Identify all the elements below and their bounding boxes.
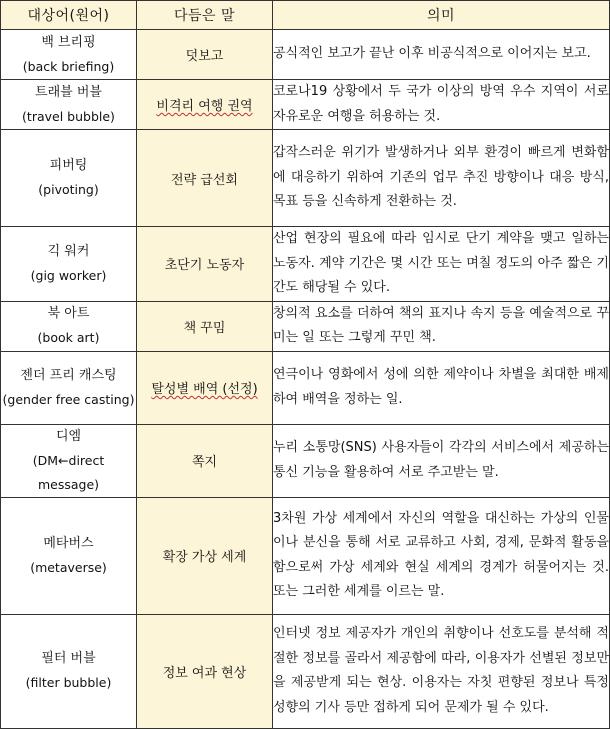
table-row	[1, 227, 610, 302]
meaning-text: 연극이나 영화에서 성에 의한 제약이나 차별을 최대한 배제하여 배역을 정하는 일.	[273, 351, 610, 424]
meaning-text: 산업 현장의 필요에 따라 임시로 단기 계약을 맺고 일하는 노동자. 계약 기간은 몇 시간 또는 며칠 정도의 아주 짧은 기간도 해당될 수 있다.	[273, 227, 610, 302]
refined-word: 덧보고	[137, 30, 273, 80]
refined-word-text: 비격리 여행 권역	[156, 99, 253, 114]
term-korean: 필터 버블	[41, 651, 96, 666]
header-refined-word: 다듬은 말	[137, 1, 273, 30]
term-korean: 피버팅	[49, 158, 88, 173]
term-original: (gender free casting)	[2, 391, 135, 407]
term-original: (book art)	[37, 330, 100, 345]
term-cell	[1, 301, 137, 351]
meaning-text: 누리 소통망(SNS) 사용자들이 각각의 서비스에서 제공하는 통신 기능을 활용하여 서로 주고받는 말.	[273, 424, 610, 497]
table-row	[1, 30, 610, 80]
term-original: (pivoting)	[38, 182, 99, 197]
term-korean: 긱 워커	[47, 243, 90, 259]
term-cell	[1, 130, 137, 227]
meaning-text: 코로나19 상황에서 두 국가 이상의 방역 우수 지역이 서로 자유로운 여행을 허용하는 것.	[273, 80, 610, 130]
header-term: 대상어(원어)	[1, 1, 137, 30]
term-cell	[1, 497, 137, 614]
term-original: (DM←direct message)	[32, 452, 105, 492]
refined-word: 쪽지	[137, 424, 273, 497]
term-original: (back briefing)	[22, 58, 115, 74]
term-original: (filter bubble)	[25, 675, 112, 690]
refined-word-text: 탈성별 배역 (선정)	[151, 382, 258, 397]
table-row	[1, 80, 610, 130]
term-original: (travel bubble)	[22, 108, 115, 124]
header-row	[1, 1, 610, 30]
term-cell	[1, 227, 137, 302]
term-cell	[1, 614, 137, 728]
refined-word: 초단기 노동자	[137, 227, 273, 302]
meaning-text: 갑작스러운 위기가 발생하거나 외부 환경이 빠르게 변화함에 대응하기 위하여 기존의 업무 추진 방향이나 대응 방식, 목표 등을 신속하게 전환하는 것.	[273, 130, 610, 227]
meaning-text: 창의적 요소를 더하여 책의 표지나 속지 등을 예술적으로 꾸미는 일 또는 그렇게 꾸민 책.	[273, 301, 610, 351]
table-row	[1, 424, 610, 497]
meaning-text: 공식적인 보고가 끝난 이후 비공식적으로 이어지는 보고.	[273, 30, 610, 80]
refined-word: 확장 가상 세계	[137, 497, 273, 614]
term-original: (gig worker)	[30, 267, 107, 283]
refined-word: 전략 급선회	[137, 130, 273, 227]
table-row	[1, 497, 610, 614]
refined-word	[137, 80, 273, 130]
term-korean: 백 브리핑	[41, 34, 96, 50]
meaning-text: 인터넷 정보 제공자가 개인의 취향이나 선호도를 분석해 적절한 정보를 골라서 제공함에 따라, 이용자가 선별된 정보만을 제공받게 되는 현상. 이용자는 자칫 편향된 정보나 특정 성향의 기사 등만 접하게 되어 문제가 될 수 있다.	[273, 614, 610, 728]
term-cell	[1, 424, 137, 497]
term-korean: 북 아트	[47, 306, 90, 321]
table-row	[1, 301, 610, 351]
term-original: (metaverse)	[30, 559, 107, 575]
term-cell	[1, 351, 137, 424]
term-korean: 메타버스	[43, 535, 94, 551]
term-korean: 디엠	[55, 428, 82, 444]
term-korean: 트래블 버블	[35, 84, 102, 100]
meaning-text: 3차원 가상 세계에서 자신의 역할을 대신하는 가상의 인물이나 분신을 통해 서로 교류하고 사회, 경제, 문화적 활동을 함으로써 가상 세계와 현실 세계의 경계가 허물어지는 것. 또는 그러한 세계를 이르는 말.	[273, 497, 610, 614]
header-meaning: 의미	[273, 1, 610, 30]
refined-word: 정보 여과 현상	[137, 614, 273, 728]
refined-word	[137, 351, 273, 424]
table-row	[1, 130, 610, 227]
table-row	[1, 351, 610, 424]
term-korean: 젠더 프리 캐스팅	[20, 367, 117, 383]
term-cell	[1, 80, 137, 130]
table-row	[1, 614, 610, 728]
refined-word: 책 꾸밈	[137, 301, 273, 351]
term-cell	[1, 30, 137, 80]
